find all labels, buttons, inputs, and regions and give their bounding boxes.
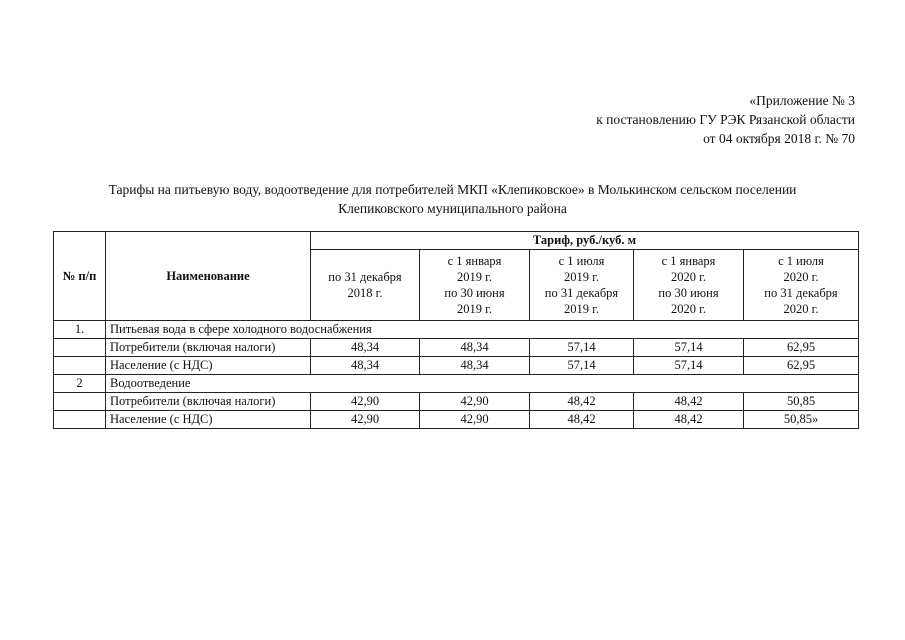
title-line-2: Клепиковского муниципального района — [338, 201, 567, 216]
period-line: 2020 г. — [671, 270, 706, 284]
tariff-value: 48,34 — [420, 357, 530, 375]
column-header-tariff: Тариф, руб./куб. м — [311, 232, 859, 250]
tariff-value: 42,90 — [420, 411, 530, 429]
section-number: 1. — [54, 321, 106, 339]
period-header-2 — [420, 250, 530, 321]
consumer-category: Потребители (включая налоги) — [106, 339, 311, 357]
tariff-value: 57,14 — [530, 357, 634, 375]
tariff-value: 42,90 — [420, 393, 530, 411]
period-line: 2018 г. — [347, 286, 383, 300]
tariff-value: 42,90 — [311, 411, 420, 429]
period-line: 2019 г. — [564, 302, 599, 316]
period-line: с 1 января — [447, 254, 502, 268]
period-line: по 31 декабря — [328, 270, 402, 284]
column-header-name: Наименование — [106, 232, 311, 321]
tariff-value: 57,14 — [634, 339, 744, 357]
column-header-number: № п/п — [54, 232, 106, 321]
tariff-value: 50,85» — [744, 411, 859, 429]
table-row — [54, 411, 859, 429]
period-line: с 1 июля — [778, 254, 824, 268]
section-row — [54, 321, 859, 339]
appendix-date: от 04 октября 2018 г. № 70 — [703, 131, 855, 146]
period-header-4 — [634, 250, 744, 321]
number-cell-empty — [54, 339, 106, 357]
table-row — [54, 339, 859, 357]
period-line: с 1 января — [661, 254, 716, 268]
consumer-category: Население (с НДС) — [106, 411, 311, 429]
appendix-label: «Приложение № 3 — [749, 93, 855, 108]
period-header-5 — [744, 250, 859, 321]
period-line: с 1 июля — [558, 254, 605, 268]
period-line: 2020 г. — [783, 302, 819, 316]
tariff-value: 62,95 — [744, 357, 859, 375]
tariff-value: 48,42 — [530, 411, 634, 429]
consumer-category: Потребители (включая налоги) — [106, 393, 311, 411]
period-line: 2019 г. — [564, 270, 599, 284]
period-header-1 — [311, 250, 420, 321]
document-title — [40, 180, 865, 218]
tariff-value: 62,95 — [744, 339, 859, 357]
period-line: по 31 декабря — [764, 286, 838, 300]
number-cell-empty — [54, 393, 106, 411]
tariff-value: 48,42 — [634, 393, 744, 411]
period-line: 2020 г. — [783, 270, 819, 284]
table-row — [54, 393, 859, 411]
appendix-header — [596, 91, 855, 148]
period-line: 2020 г. — [671, 302, 706, 316]
tariff-value: 50,85 — [744, 393, 859, 411]
tariff-value: 48,34 — [420, 339, 530, 357]
tariff-value: 48,42 — [530, 393, 634, 411]
number-cell-empty — [54, 411, 106, 429]
table-body — [54, 321, 859, 429]
period-line: 2019 г. — [457, 270, 492, 284]
period-line: по 30 июня — [444, 286, 505, 300]
appendix-resolution: к постановлению ГУ РЭК Рязанской области — [596, 112, 855, 127]
period-line: по 30 июня — [658, 286, 719, 300]
period-line: 2019 г. — [457, 302, 492, 316]
period-header-3 — [530, 250, 634, 321]
table-row — [54, 357, 859, 375]
section-row — [54, 375, 859, 393]
tariff-value: 57,14 — [530, 339, 634, 357]
tariff-table — [53, 231, 859, 429]
number-cell-empty — [54, 357, 106, 375]
period-line: по 31 декабря — [544, 286, 619, 300]
section-title: Питьевая вода в сфере холодного водоснабжения — [106, 321, 859, 339]
tariff-value: 48,34 — [311, 357, 420, 375]
table-header-row-1 — [54, 232, 859, 250]
section-title: Водоотведение — [106, 375, 859, 393]
title-line-1: Тарифы на питьевую воду, водоотведение для потребителей МКП «Клепиковское» в Молькинском сельском поселении — [108, 182, 797, 197]
section-number: 2 — [54, 375, 106, 393]
tariff-value: 57,14 — [634, 357, 744, 375]
tariff-value: 48,34 — [311, 339, 420, 357]
tariff-value: 48,42 — [634, 411, 744, 429]
consumer-category: Население (с НДС) — [106, 357, 311, 375]
tariff-value: 42,90 — [311, 393, 420, 411]
